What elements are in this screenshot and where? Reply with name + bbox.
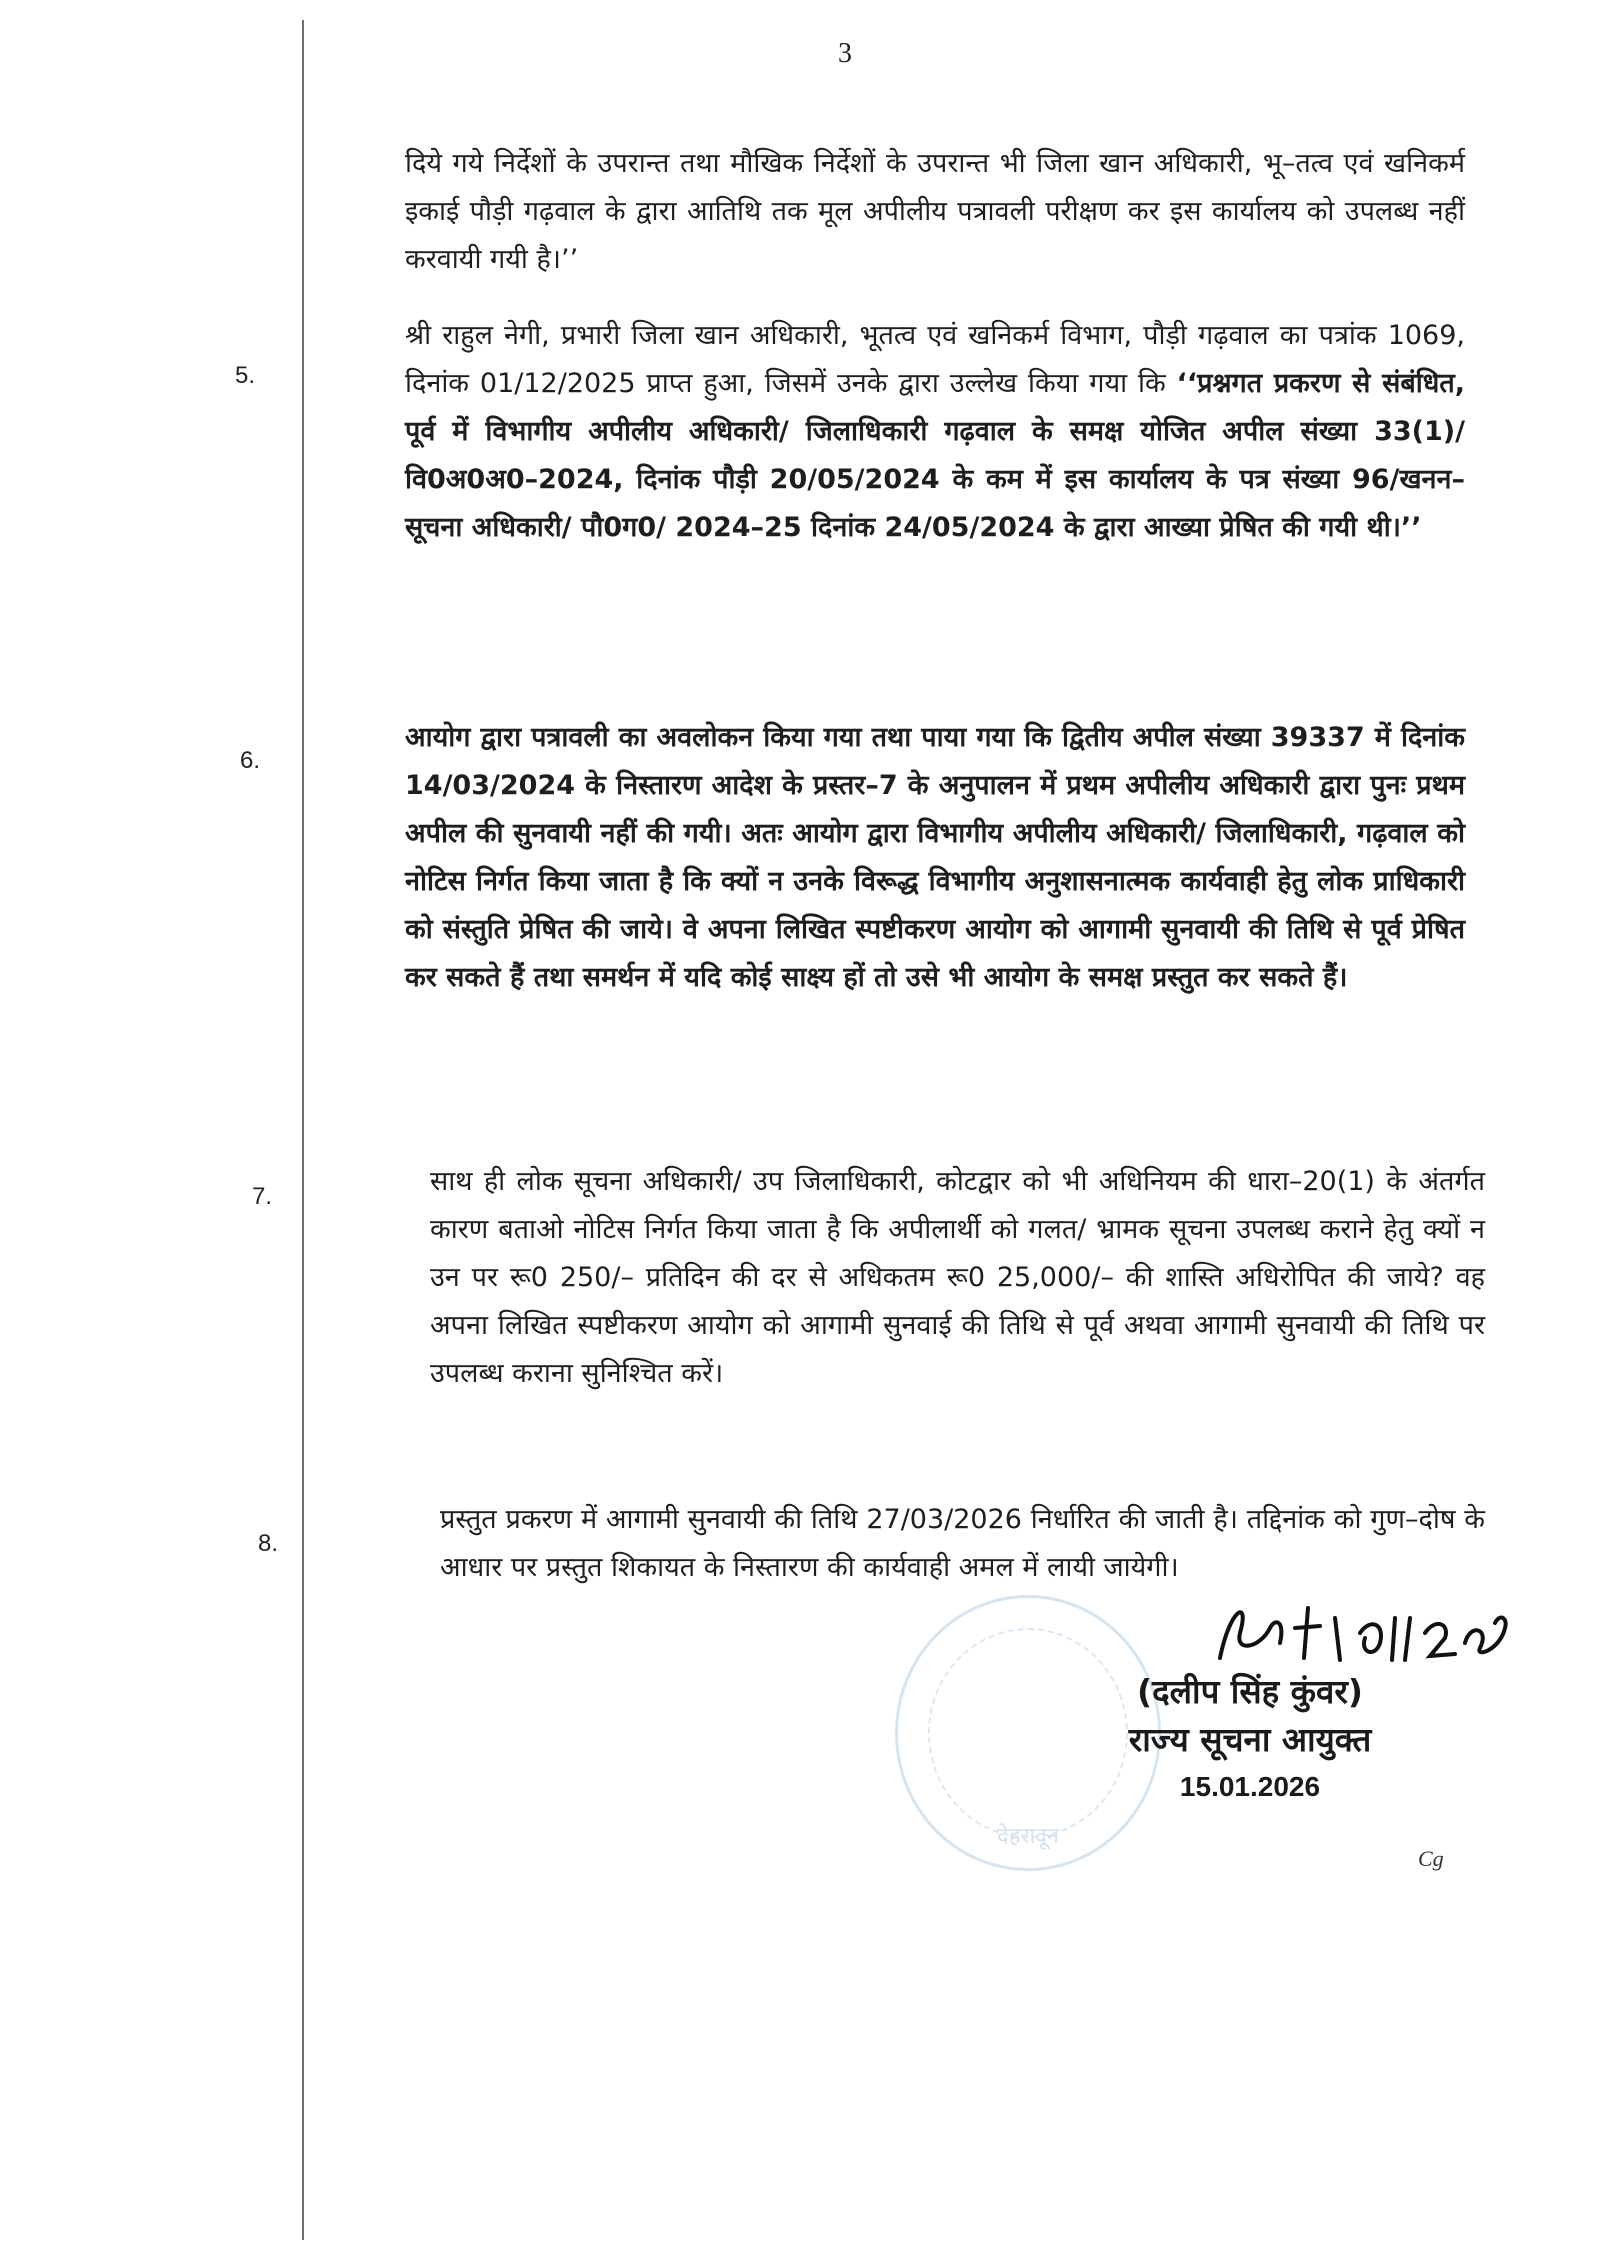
paragraph-5-quote: ‘‘प्रश्नगत प्रकरण से संबंधित, पूर्व में विभागीय अपीलीय अधिकारी/ जिलाधिकारी गढ़वाल के समक्ष योजित अपील संख्या 33(1)/वि0अ0अ0–2024, दिनांक पौड़ी 20/05/2024 के कम में इस कार्यालय के पत्र संख्या 96/खनन–सूचना अधिकारी/ पौ0ग0/ 2024–25 दिनांक 24/05/2024 के द्वारा आख्या प्रेषित की गयी थी।’’ <box>405 368 1466 543</box>
initials: Cg <box>1418 1846 1444 1871</box>
signature-date: 15.01.2026 <box>1179 1771 1321 1802</box>
paragraph-8: प्रस्तुत प्रकरण में आगामी सुनवायी की तिथि 27/03/2026 निर्धारित की जाती है। तद्दिनांक को गुण–दोष के आधार पर प्रस्तुत शिकायत के निस्तारण की कार्यवाही अमल में लायी जायेगी। <box>440 1504 1485 1583</box>
signatory-name: (दलीप सिंह कुंवर) <box>1137 1672 1363 1711</box>
paragraph-7: साथ ही लोक सूचना अधिकारी/ उप जिलाधिकारी, कोटद्वार को भी अधिनियम की धारा–20(1) के अंतर्गत कारण बताओ नोटिस निर्गत किया जाता है कि अपीलार्थी को गलत/ भ्रामक सूचना उपलब्ध कराने हेतु क्यों न उन पर रू0 250/– प्रतिदिन की दर से अधिकतम रू0 25,000/– की शास्ति अधिरोपित की जाये? वह अपना लिखित स्पष्टीकरण आयोग को आगामी सुनवाई की तिथि से पूर्व अथवा आगामी सुनवायी की तिथि पर उपलब्ध कराना सुनिश्चित करें। <box>430 1166 1485 1389</box>
paragraph-5 <box>405 312 1465 552</box>
margin-line <box>302 20 304 2240</box>
paragraph-continued: दिये गये निर्देशों के उपरान्त तथा मौखिक निर्देशों के उपरान्त भी जिला खान अधिकारी, भू–तत्व एवं खनिकर्म इकाई पौड़ी गढ़वाल के द्वारा आतिथि तक मूल अपीलीय पत्रावली परीक्षण कर इस कार्यालय को उपलब्ध नहीं करवायी गयी है।’’ <box>405 148 1465 275</box>
signatory-designation: राज्य सूचना आयुक्त <box>1128 1720 1372 1759</box>
handwritten-signature <box>1200 1588 1530 1678</box>
signature-block <box>1060 1668 1440 1810</box>
paragraph-number-7: 7. <box>252 1183 273 1210</box>
paragraph-number-8: 8. <box>258 1530 279 1557</box>
paragraph-number-5: 5. <box>235 362 256 389</box>
paragraph-number-6: 6. <box>240 747 261 774</box>
paragraph-6: आयोग द्वारा पत्रावली का अवलोकन किया गया तथा पाया गया कि द्वितीय अपील संख्या 39337 में दिनांक 14/03/2024 के निस्तारण आदेश के प्रस्तर–7 के अनुपालन में प्रथम अपीलीय अधिकारी द्वारा पुनः प्रथम अपील की सुनवायी नहीं की गयी। अतः आयोग द्वारा विभागीय अपीलीय अधिकारी/ जिलाधिकारी, गढ़वाल को नोटिस निर्गत किया जाता है कि क्यों न उनके विरूद्ध विभागीय अनुशासनात्मक कार्यवाही हेतु लोक प्राधिकारी को संस्तुति प्रेषित की जाये। वे अपना लिखित स्पष्टीकरण आयोग को आगामी सुनवायी की तिथि से पूर्व प्रेषित कर सकते हैं तथा समर्थन में यदि कोई साक्ष्य हों तो उसे भी आयोग के समक्ष प्रस्तुत कर सकते हैं। <box>405 722 1465 993</box>
page-number: 3 <box>838 38 852 69</box>
office-seal-stamp: देहरादून <box>895 1595 1161 1871</box>
paragraph-5-text: श्री राहुल नेगी, प्रभारी जिला खान अधिकारी, भूतत्व एवं खनिकर्म विभाग, पौड़ी गढ़वाल का पत्रांक 1069, दिनांक 01/12/2025 प्राप्त हुआ, जिसमें उनके द्वारा उल्लेख किया गया कि <box>405 320 1465 399</box>
